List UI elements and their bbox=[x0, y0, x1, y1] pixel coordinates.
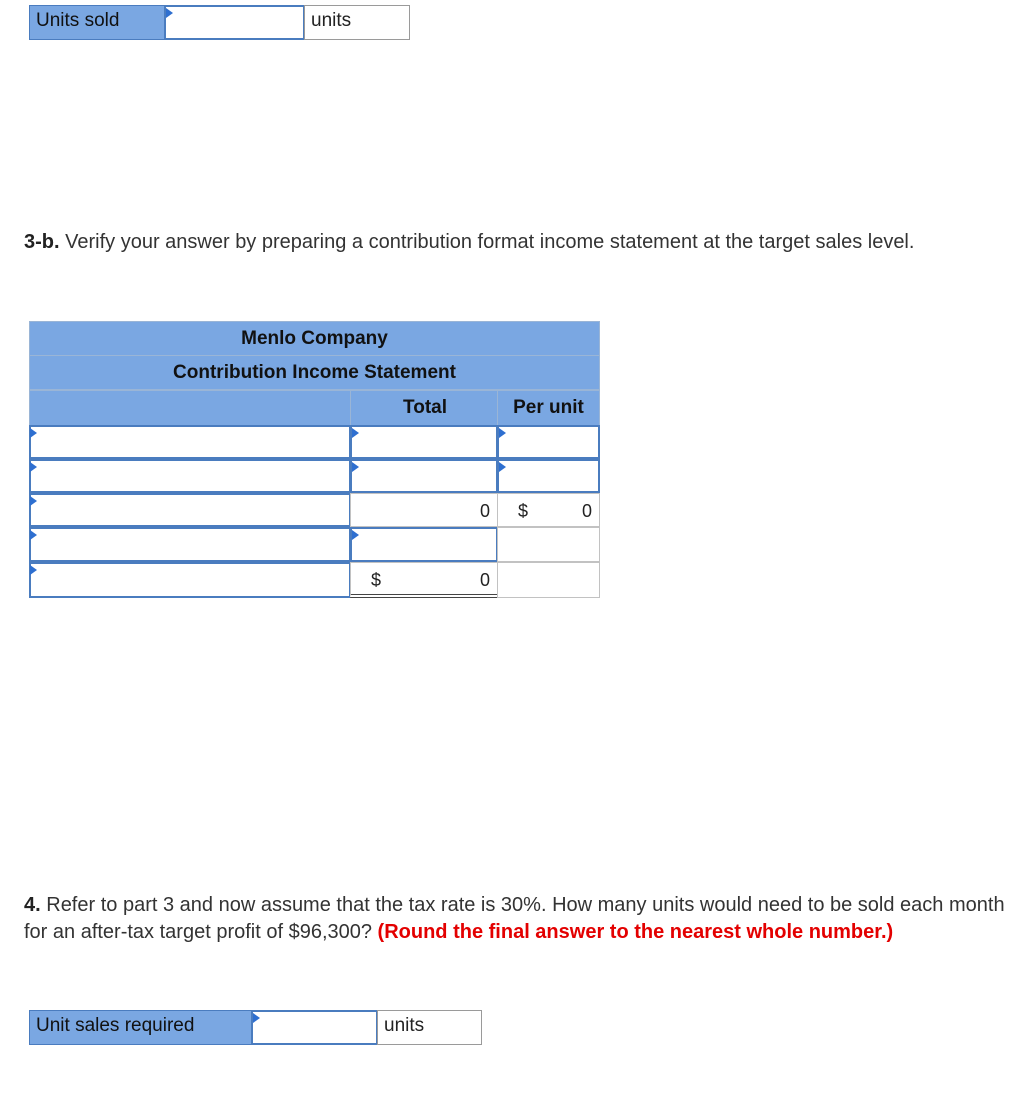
unit-sales-label: Unit sales required bbox=[29, 1010, 252, 1045]
part-3b-text: Verify your answer by preparing a contribution format income statement at the target sales level. bbox=[59, 231, 915, 253]
part-4-number: 4. bbox=[24, 894, 41, 916]
header-label-col bbox=[29, 390, 351, 426]
row-3-per-unit-cell bbox=[497, 493, 600, 527]
row-2-per-unit-input[interactable] bbox=[497, 459, 600, 493]
row-1-per-unit-input[interactable] bbox=[497, 425, 600, 459]
row-3-per-unit-value: 0 bbox=[581, 501, 592, 521]
row-5-per-unit-cell bbox=[497, 562, 600, 598]
input-marker-icon bbox=[166, 8, 173, 18]
input-marker-icon bbox=[30, 530, 37, 540]
units-sold-unit: units bbox=[304, 5, 410, 40]
input-marker-icon bbox=[253, 1013, 260, 1023]
input-marker-icon bbox=[499, 462, 506, 472]
part-3b-instructions bbox=[24, 229, 1014, 256]
part-4-rounding-note: (Round the final answer to the nearest whole number.) bbox=[377, 921, 894, 943]
unit-sales-input[interactable] bbox=[251, 1010, 378, 1045]
row-3-total-value: 0 bbox=[479, 501, 490, 521]
income-statement-table bbox=[29, 321, 600, 598]
part-4-instructions bbox=[24, 892, 1014, 946]
col-header-total: Total bbox=[350, 390, 498, 426]
row-4-label-input[interactable] bbox=[29, 527, 351, 562]
input-marker-icon bbox=[352, 530, 359, 540]
row-2-total-input[interactable] bbox=[350, 459, 498, 493]
input-marker-icon bbox=[30, 428, 37, 438]
input-marker-icon bbox=[30, 462, 37, 472]
company-name: Menlo Company bbox=[29, 321, 600, 356]
units-sold-label: Units sold bbox=[29, 5, 165, 40]
col-header-per-unit: Per unit bbox=[497, 390, 600, 426]
row-3-label-input[interactable] bbox=[29, 493, 351, 527]
unit-sales-unit: units bbox=[377, 1010, 482, 1045]
statement-title: Contribution Income Statement bbox=[29, 355, 600, 390]
row-1-total-input[interactable] bbox=[350, 425, 498, 459]
row-3-per-unit-currency: $ bbox=[518, 501, 529, 521]
row-5-total-value: 0 bbox=[479, 570, 490, 590]
row-5-total-currency: $ bbox=[371, 570, 382, 590]
row-5-total-cell bbox=[350, 562, 498, 598]
part-3b-number: 3-b. bbox=[24, 231, 60, 253]
row-2-label-input[interactable] bbox=[29, 459, 351, 493]
row-3-total-cell bbox=[350, 493, 498, 527]
input-marker-icon bbox=[352, 462, 359, 472]
row-4-total-input[interactable] bbox=[350, 527, 498, 562]
input-marker-icon bbox=[499, 428, 506, 438]
row-4-per-unit-cell bbox=[497, 527, 600, 562]
part-4-text: Refer to part 3 and now assume that the tax rate is 30%. How many units would need to be sold each month for an after-tax target profit of $96,300? bbox=[24, 894, 1005, 943]
row-1-label-input[interactable] bbox=[29, 425, 351, 459]
input-marker-icon bbox=[352, 428, 359, 438]
units-sold-input[interactable] bbox=[164, 5, 305, 40]
input-marker-icon bbox=[30, 496, 37, 506]
input-marker-icon bbox=[30, 565, 37, 575]
row-5-label-input[interactable] bbox=[29, 562, 351, 598]
